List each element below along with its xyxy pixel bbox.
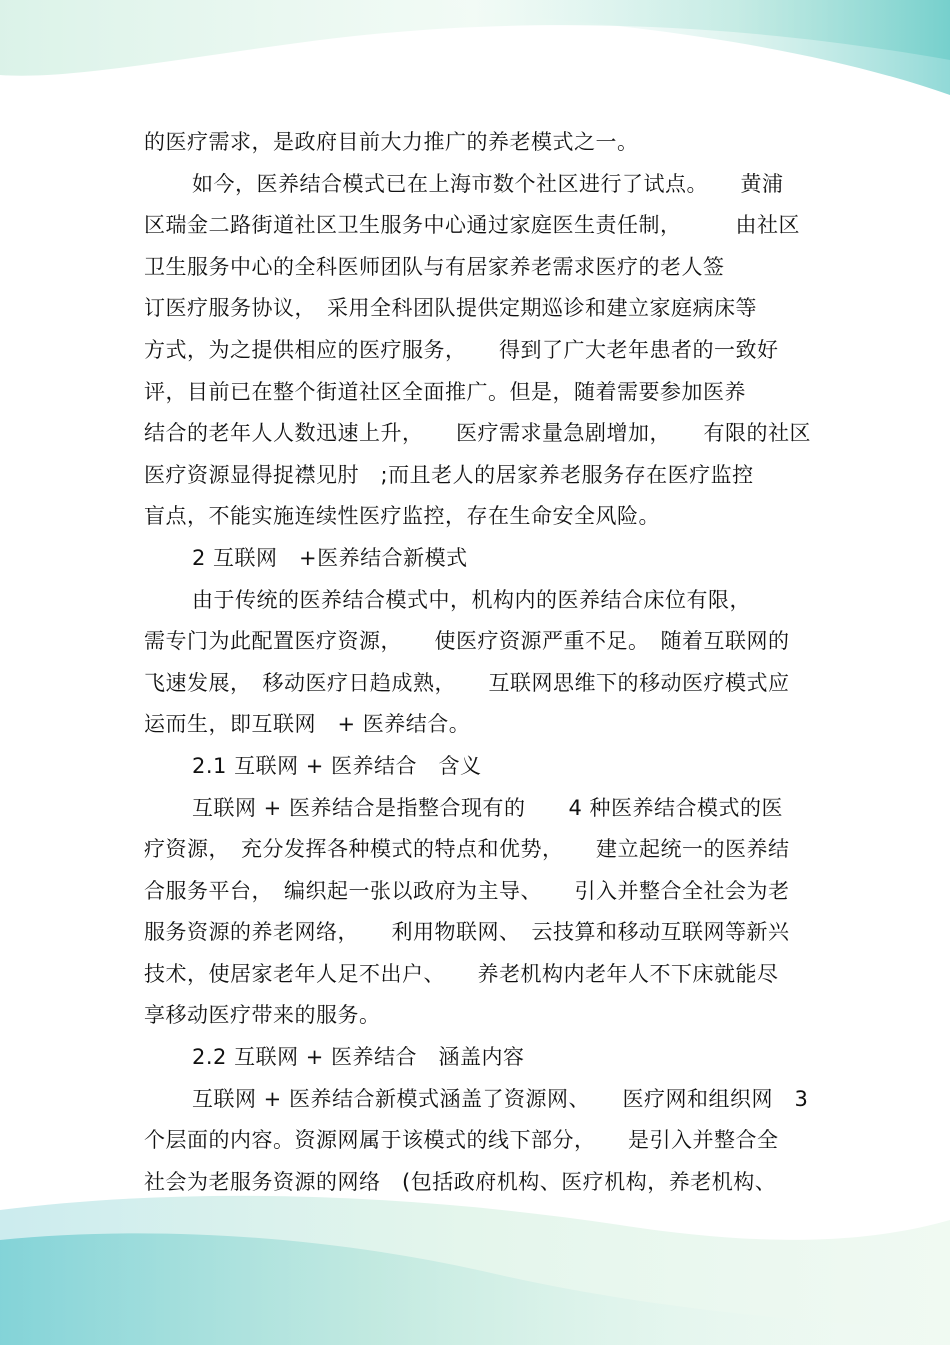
paragraph-line: 由于传统的医养结合模式中，机构内的医养结合床位有限， xyxy=(192,587,751,612)
paragraph-line: 服务资源的养老网络， 利用物联网、 云技算和移动互联网等新兴 xyxy=(144,920,790,945)
paragraph-line: 个层面的内容。资源网属于该模式的线下部分， 是引入并整合全 xyxy=(144,1128,779,1153)
paragraph-line: 运而生，即互联网 + 医养结合。 xyxy=(144,712,471,737)
paragraph-line: 如今，医养结合模式已在上海市数个社区进行了试点。 黄浦 xyxy=(192,171,784,196)
paragraph-line: 疗资源， 充分发挥各种模式的特点和优势， 建立起统一的医养结 xyxy=(144,837,790,862)
paragraph-line: 技术，使居家老年人足不出户、 养老机构内老年人不下床就能尽 xyxy=(144,961,779,986)
paragraph-line: 互联网 + 医养结合是指整合现有的 4 种医养结合模式的医 xyxy=(192,795,783,820)
paragraph-line: 评，目前已在整个街道社区全面推广。但是，随着需要参加医养 xyxy=(144,379,746,404)
section-heading: 2 互联网 +医养结合新模式 xyxy=(192,545,468,570)
bottom-decorative-band xyxy=(0,1180,950,1345)
paragraph-line: 盲点，不能实施连续性医疗监控，存在生命安全风险。 xyxy=(144,504,660,529)
paragraph-line: 需专门为此配置医疗资源， 使医疗资源严重不足。 随着互联网的 xyxy=(144,629,790,654)
paragraph-line: 订医疗服务协议， 采用全科团队提供定期巡诊和建立家庭病床等 xyxy=(144,296,757,321)
paragraph-line: 结合的老年人人数迅速上升， 医疗需求量急剧增加， 有限的社区 xyxy=(144,421,811,446)
top-decorative-band xyxy=(0,0,950,110)
paragraph-line: 合服务平台， 编织起一张以政府为主导、 引入并整合全社会为老 xyxy=(144,878,790,903)
paragraph-line: 飞速发展， 移动医疗日趋成熟， 互联网思维下的移动医疗模式应 xyxy=(144,670,790,695)
paragraph-line: 互联网 + 医养结合新模式涵盖了资源网、 医疗网和组织网 3 xyxy=(192,1086,809,1111)
paragraph-line: 享移动医疗带来的服务。 xyxy=(144,1003,381,1028)
section-heading: 2.2 互联网 + 医养结合 涵盖内容 xyxy=(192,1045,525,1070)
paragraph-line: 医疗资源显得捉襟见肘 ;而且老人的居家养老服务存在医疗监控 xyxy=(144,462,754,487)
paragraph-line: 卫生服务中心的全科医师团队与有居家养老需求医疗的老人签 xyxy=(144,254,725,279)
paragraph-line: 方式，为之提供相应的医疗服务， 得到了广大老年患者的一致好 xyxy=(144,337,779,362)
paragraph-line: 区瑞金二路街道社区卫生服务中心通过家庭医生责任制， 由社区 xyxy=(144,213,800,238)
paragraph-line: 社会为老服务资源的网络 (包括政府机构、医疗机构，养老机构、 xyxy=(144,1169,777,1194)
document-body xyxy=(144,122,824,1203)
section-heading: 2.1 互联网 + 医养结合 含义 xyxy=(192,753,482,778)
paragraph-line: 的医疗需求，是政府目前大力推广的养老模式之一。 xyxy=(144,130,639,154)
